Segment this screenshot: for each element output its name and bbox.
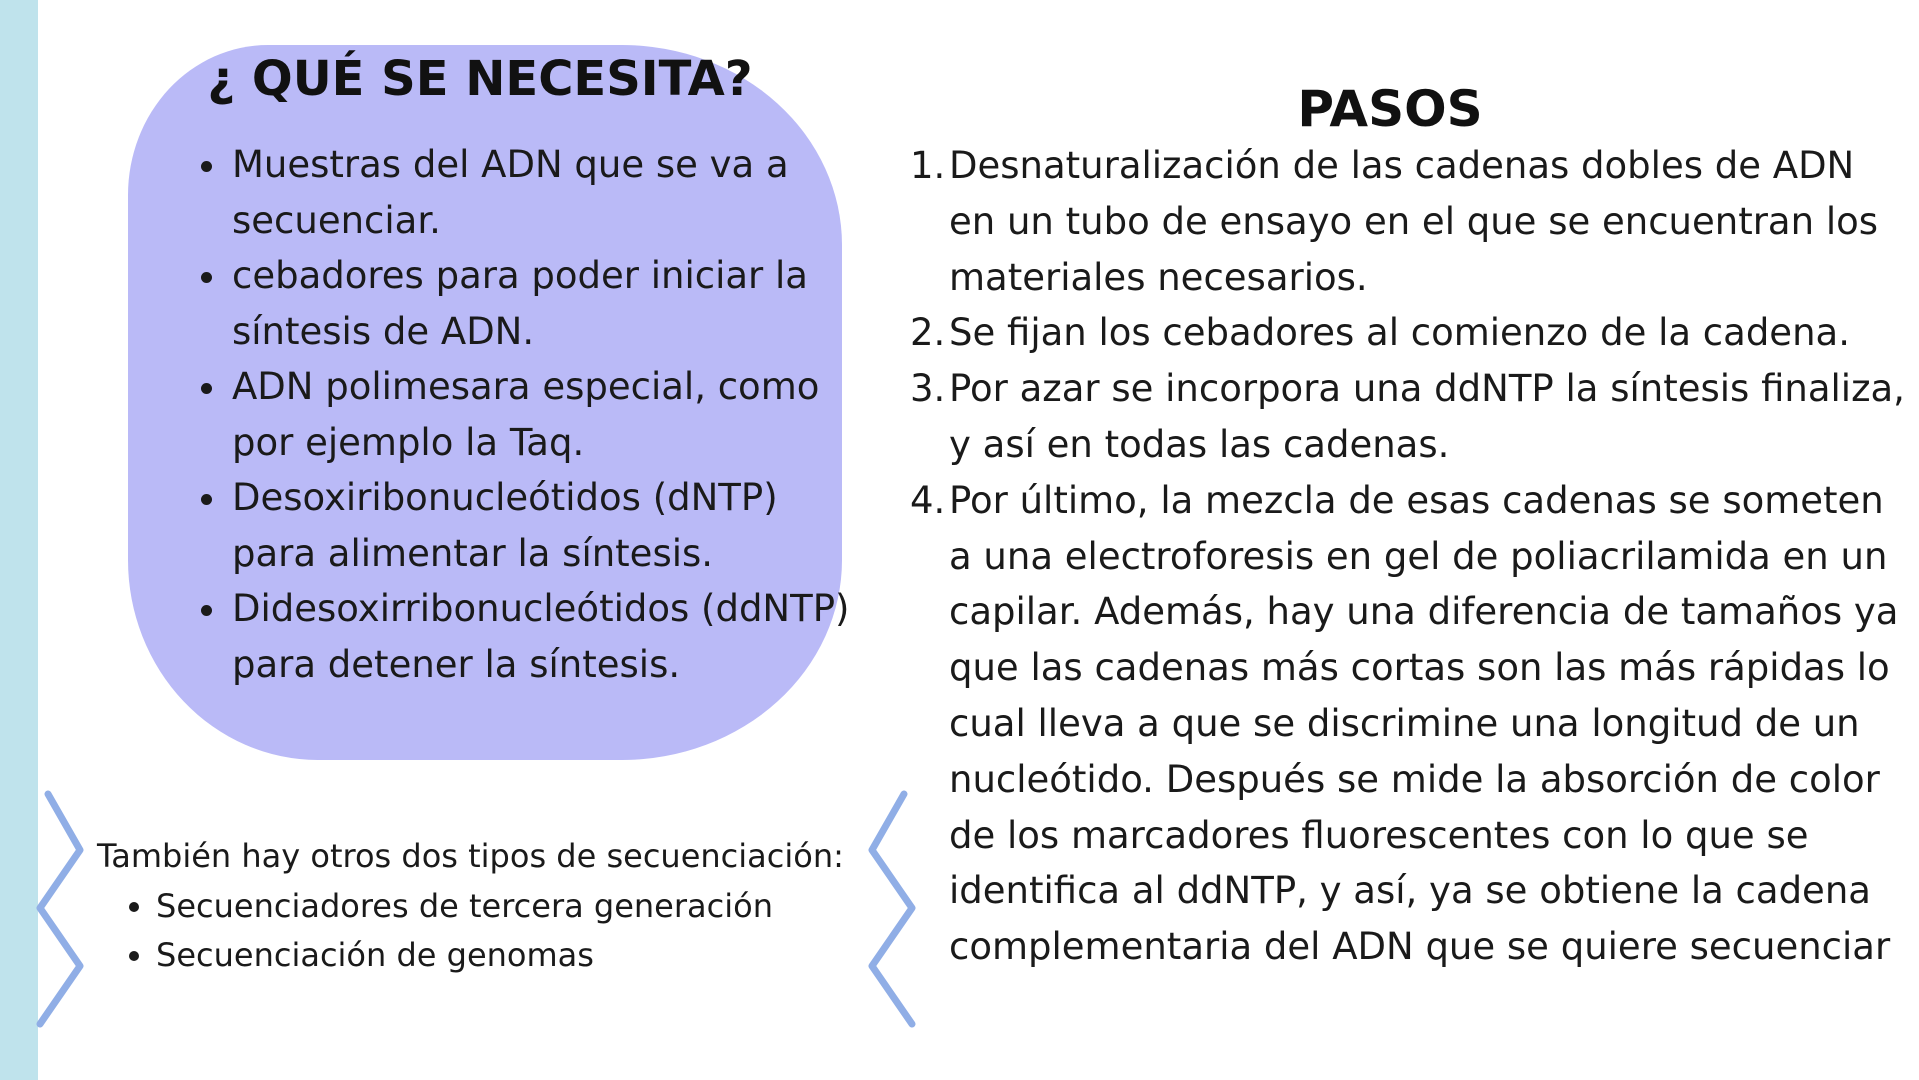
step-item — [912, 305, 1912, 361]
other-type-item: • Secuenciación de genomas — [156, 931, 773, 980]
left-zigzag-line — [40, 794, 80, 1024]
requirements-list — [190, 137, 870, 692]
left-zigzag-bracket — [34, 790, 86, 1030]
step-text: Por azar se incorpora una ddNTP la síntesis finaliza, y así en todas las cadenas. — [949, 367, 1905, 466]
other-type-item: • Secuenciadores de tercera generación — [156, 882, 773, 931]
step-number: 3. — [910, 367, 946, 411]
step-number: 2. — [910, 311, 946, 355]
requirement-item: • Didesoxirribonucleótidos (ddNTP) para detener la síntesis. — [230, 581, 870, 692]
requirement-item: • cebadores para poder iniciar la síntesis de ADN. — [230, 248, 870, 359]
other-types-intro: También hay otros dos tipos de secuenciación: — [97, 837, 844, 875]
right-zigzag-line — [872, 794, 912, 1024]
step-item — [912, 138, 1912, 305]
other-types-list — [118, 882, 773, 980]
steps-list — [912, 138, 1912, 975]
step-text: Se fijan los cebadores al comienzo de la cadena. — [949, 311, 1850, 355]
left-accent-stripe — [0, 0, 38, 1080]
step-item — [912, 473, 1912, 975]
step-number: 1. — [910, 144, 946, 187]
requirement-item: • Muestras del ADN que se va a secuenciar. — [230, 137, 870, 248]
requirements-title: ¿ QUÉ SE NECESITA? — [207, 51, 753, 107]
requirement-item: • Desoxiribonucleótidos (dNTP) para alimentar la síntesis. — [230, 470, 870, 581]
step-number: 4. — [910, 478, 946, 522]
step-text: Por último, la mezcla de esas cadenas se someten a una electroforesis en gel de poliacrilamida en un capilar. Además, hay una diferencia de tamaños ya que las cadenas más cortas son las más rápidas lo cual lleva a que se discrimine una longitud de un nucleótido. Después se mide la absorción de color de los marcadores fluorescentes con lo que se identifica al ddNTP, y así, ya se obtiene la cadena complementaria del ADN que se quiere secuenciar — [949, 478, 1899, 969]
step-text: Desnaturalización de las cadenas dobles de ADN en un tubo de ensayo en el que se encuentran los materiales necesarios. — [949, 144, 1879, 299]
right-zigzag-bracket — [866, 790, 918, 1030]
step-item — [912, 361, 1912, 473]
requirement-item: • ADN polimesara especial, como por ejemplo la Taq. — [230, 359, 870, 470]
steps-title: PASOS — [1297, 80, 1483, 138]
